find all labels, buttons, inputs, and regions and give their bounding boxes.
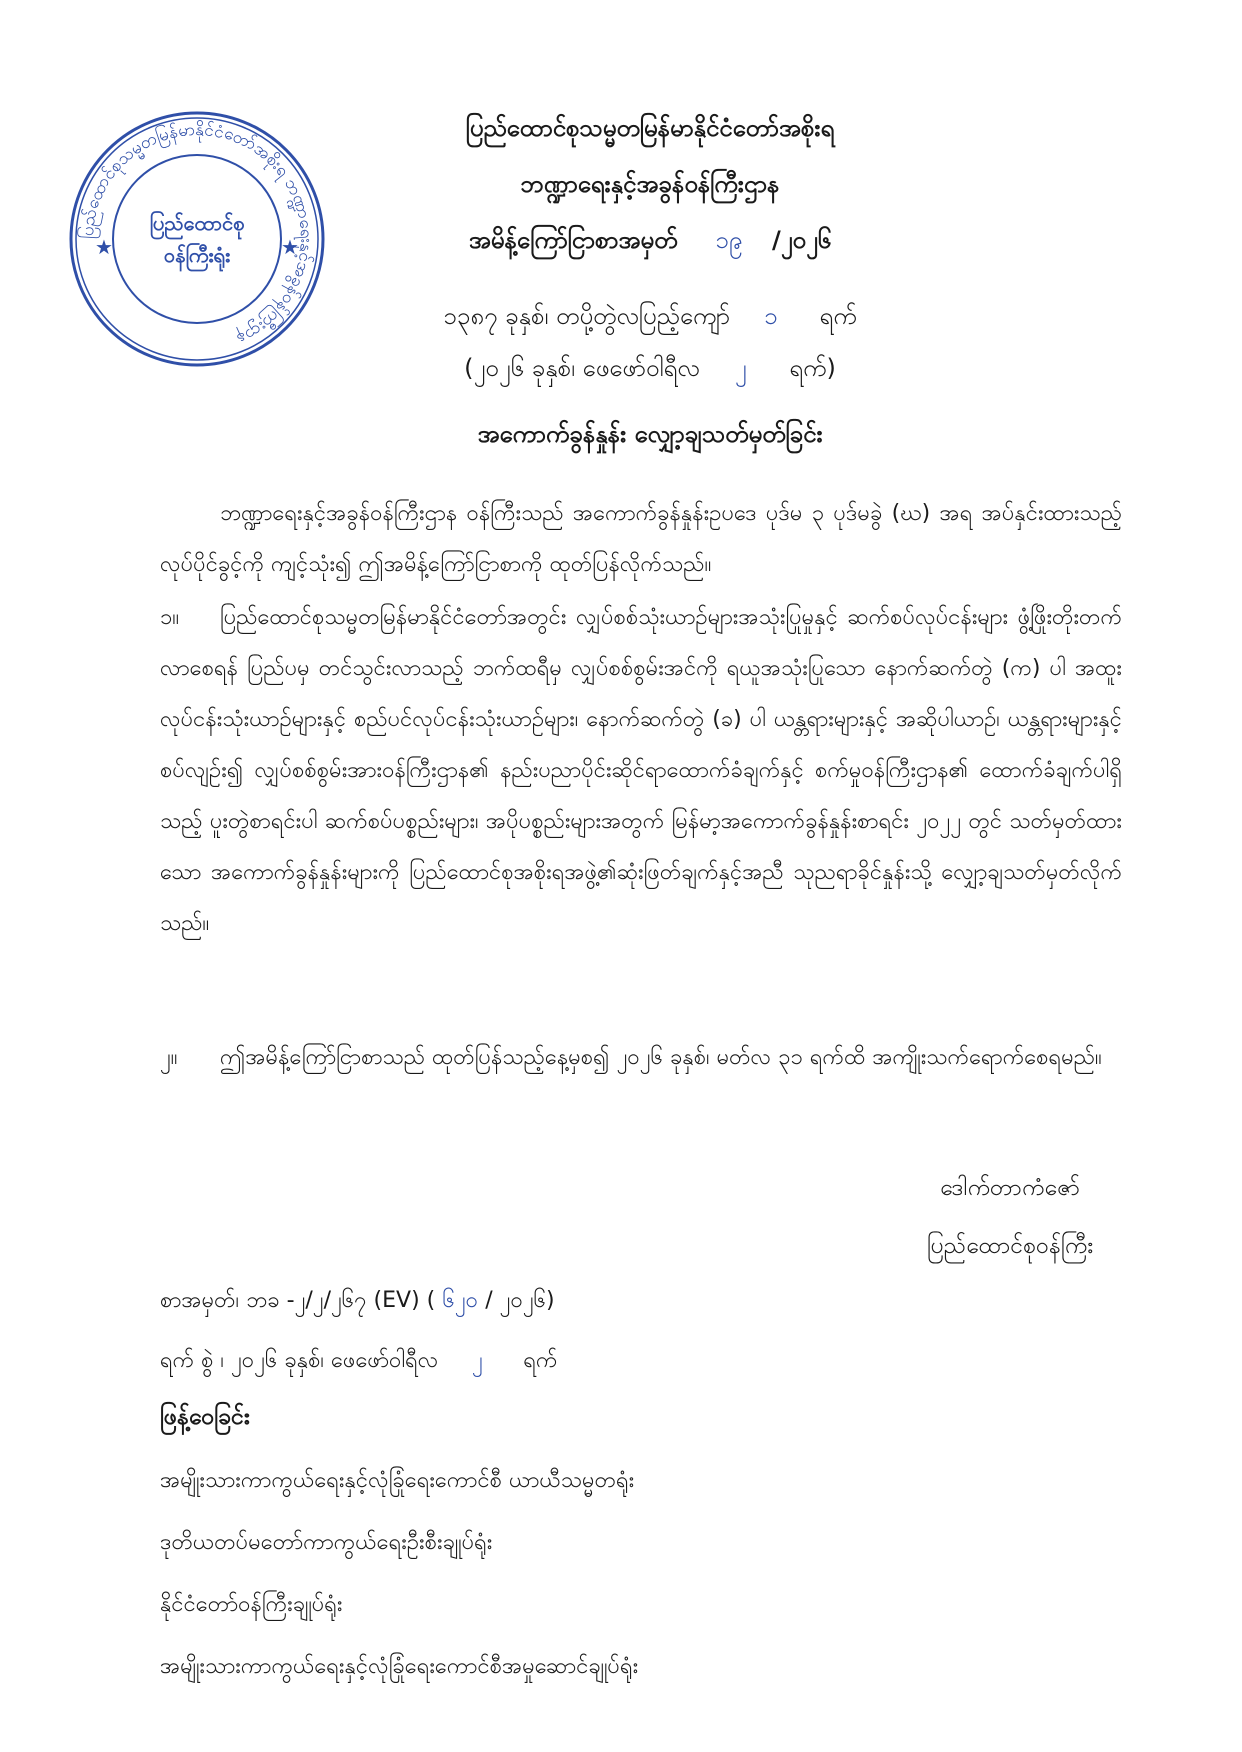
- ref-date-suffix: ရက်: [523, 1348, 558, 1373]
- myanmar-date-line: [370, 300, 930, 336]
- subject-title: အကောက်ခွန်နှုန်း လျှော့ချသတ်မှတ်ခြင်း: [477, 420, 823, 448]
- ref-date-prefix: ရက် စွဲ ၊ ၂၀၂၆ ခုနှစ်၊ ဖေဖော်ဝါရီလ: [160, 1348, 439, 1373]
- myanmar-date-suffix: ရက်: [819, 302, 857, 330]
- gregorian-date-line: [370, 352, 930, 388]
- ref-date-day: ၂: [472, 1348, 483, 1373]
- paragraph-2: [160, 1032, 1122, 1083]
- gregorian-date-prefix: (၂၀၂၆ ခုနှစ်၊ ဖေဖော်ဝါရီလ: [464, 354, 700, 382]
- signatory-title: ပြည်ထောင်စုဝန်ကြီး: [926, 1233, 1094, 1259]
- myanmar-date-prefix: ၁၃၈၇ ခုနှစ်၊ တပို့တွဲလပြည့်ကျော်: [443, 302, 730, 330]
- reference-date-line: [160, 1336, 558, 1386]
- seal-ring-text: ပြည်ထောင်စုသမ္မတမြန်မာနိုင်ငံတော်အစိုးရ ဘဏ္ဍာရေးနှင့်အခွန်ဝန်ကြီးဌာန: [77, 119, 317, 350]
- distribution-title: ဖြန့်ဝေခြင်း: [160, 1404, 250, 1430]
- preamble-paragraph: ဘဏ္ဍာရေးနှင့်အခွန်ဝန်ကြီးဌာန ဝန်ကြီးသည် အကောက်ခွန်နှုန်းဥပဒေ ပုဒ်မ ၃ ပုဒ်မခွဲ (ဃ) အရ အပ်နှင်းထားသည့် လုပ်ပိုင်ခွင့်ကို ကျင့်သုံး၍ ဤအမိန့်ကြော်ငြာစာကို ထုတ်ပြန်လိုက်သည်။: [160, 501, 1122, 577]
- paragraph-2-number: ၂။: [160, 1045, 178, 1070]
- paragraph-1: [160, 592, 1122, 949]
- government-title: ပြည်ထောင်စုသမ္မတမြန်မာနိုင်ငံတော်အစိုးရ: [465, 114, 835, 142]
- gregorian-date-suffix: ရက်): [789, 354, 836, 382]
- list-item: နိုင်ငံတော်ဝန်ကြီးချုပ်ရုံး: [160, 1592, 343, 1617]
- list-item: ဒုတိယတပ်မတော်ကာကွယ်ရေးဦးစီးချုပ်ရုံး: [160, 1530, 493, 1555]
- myanmar-date-day: ၁: [764, 302, 778, 330]
- seal-center-line2: ဝန်ကြီးရုံး: [163, 243, 231, 267]
- paragraph-1-number: ၁။: [160, 605, 180, 630]
- notification-label: အမိန့်ကြော်ငြာစာအမှတ်: [468, 226, 678, 254]
- notification-year: /၂၀၂၆: [771, 226, 832, 254]
- signatory-name: ဒေါက်တာကံဇော်: [939, 1175, 1081, 1201]
- paragraph-2-text: ဤအမိန့်ကြော်ငြာစာသည် ထုတ်ပြန်သည့်နေ့မှစ၍ ၂၀၂၆ ခုနှစ်၊ မတ်လ ၃၁ ရက်ထိ အကျိုးသက်ရောက်စေရမည်။: [220, 1045, 1102, 1070]
- letter-ref-suffix: / ၂၀၂၆): [485, 1288, 555, 1313]
- official-seal: [66, 108, 328, 370]
- distribution-list: [160, 1450, 638, 1698]
- list-item: အမျိုးသားကာကွယ်ရေးနှင့်လုံခြုံရေးကောင်စီ ယာယီသမ္မတရုံး: [160, 1468, 635, 1493]
- seal-star-right-icon: ★: [281, 235, 299, 259]
- list-item: အမျိုးသားကာကွယ်ရေးနှင့်လုံခြုံရေးကောင်စီအမှုဆောင်ချုပ်ရုံး: [160, 1654, 639, 1679]
- notification-number-line: [370, 224, 930, 260]
- letter-reference-line: [160, 1276, 555, 1326]
- letter-ref-number: ၆၂၀: [442, 1288, 479, 1313]
- notification-number: ၁၉: [715, 226, 743, 254]
- ministry-title: ဘဏ္ဍာရေးနှင့်အခွန်ဝန်ကြီးဌာန: [520, 170, 780, 198]
- gregorian-date-day: ၂: [734, 354, 747, 382]
- paragraph-1-text: ပြည်ထောင်စုသမ္မတမြန်မာနိုင်ငံတော်အတွင်း လျှပ်စစ်သုံးယာဉ်များအသုံးပြုမှုနှင့် ဆက်စပ်လုပ်ငန်းများ ဖွံ့ဖြိုးတိုးတက်လာစေရန် ပြည်ပမှ တင်သွင်းလာသည့် ဘက်ထရီမှ လျှပ်စစ်စွမ်းအင်ကို ရယူအသုံးပြုသော နောက်ဆက်တွဲ (က) ပါ အထူးလုပ်ငန်းသုံးယာဉ်များနှင့် စည်ပင်လုပ်ငန်းသုံးယာဉ်များ၊ နောက်ဆက်တွဲ (ခ) ပါ ယန္တရားများနှင့် အဆိုပါယာဉ်၊ ယန္တရားများနှင့် စပ်လျဉ်း၍ လျှပ်စစ်စွမ်းအားဝန်ကြီးဌာန၏ နည်းပညာပိုင်းဆိုင်ရာထောက်ခံချက်နှင့် စက်မှုဝန်ကြီးဌာန၏ ထောက်ခံချက်ပါရှိသည့် ပူးတွဲစာရင်းပါ ဆက်စပ်ပစ္စည်းများ၊ အပိုပစ္စည်းများအတွက် မြန်မာ့အကောက်ခွန်နှုန်းစာရင်း ၂၀၂၂ တွင် သတ်မှတ်ထားသော အကောက်ခွန်နှုန်းများကို ပြည်ထောင်စုအစိုးရအဖွဲ့၏ဆုံးဖြတ်ချက်နှင့်အညီ သုညရာခိုင်နှုန်းသို့ လျှော့ချသတ်မှတ်လိုက်သည်။: [160, 605, 1122, 936]
- seal-center-line1: ပြည်ထောင်စု: [149, 211, 245, 235]
- letter-ref-prefix: စာအမှတ်၊ ဘခ -၂/၂/၂၆၇ (EV) (: [160, 1288, 436, 1313]
- seal-star-left-icon: ★: [95, 235, 113, 259]
- seal-center: [66, 108, 328, 370]
